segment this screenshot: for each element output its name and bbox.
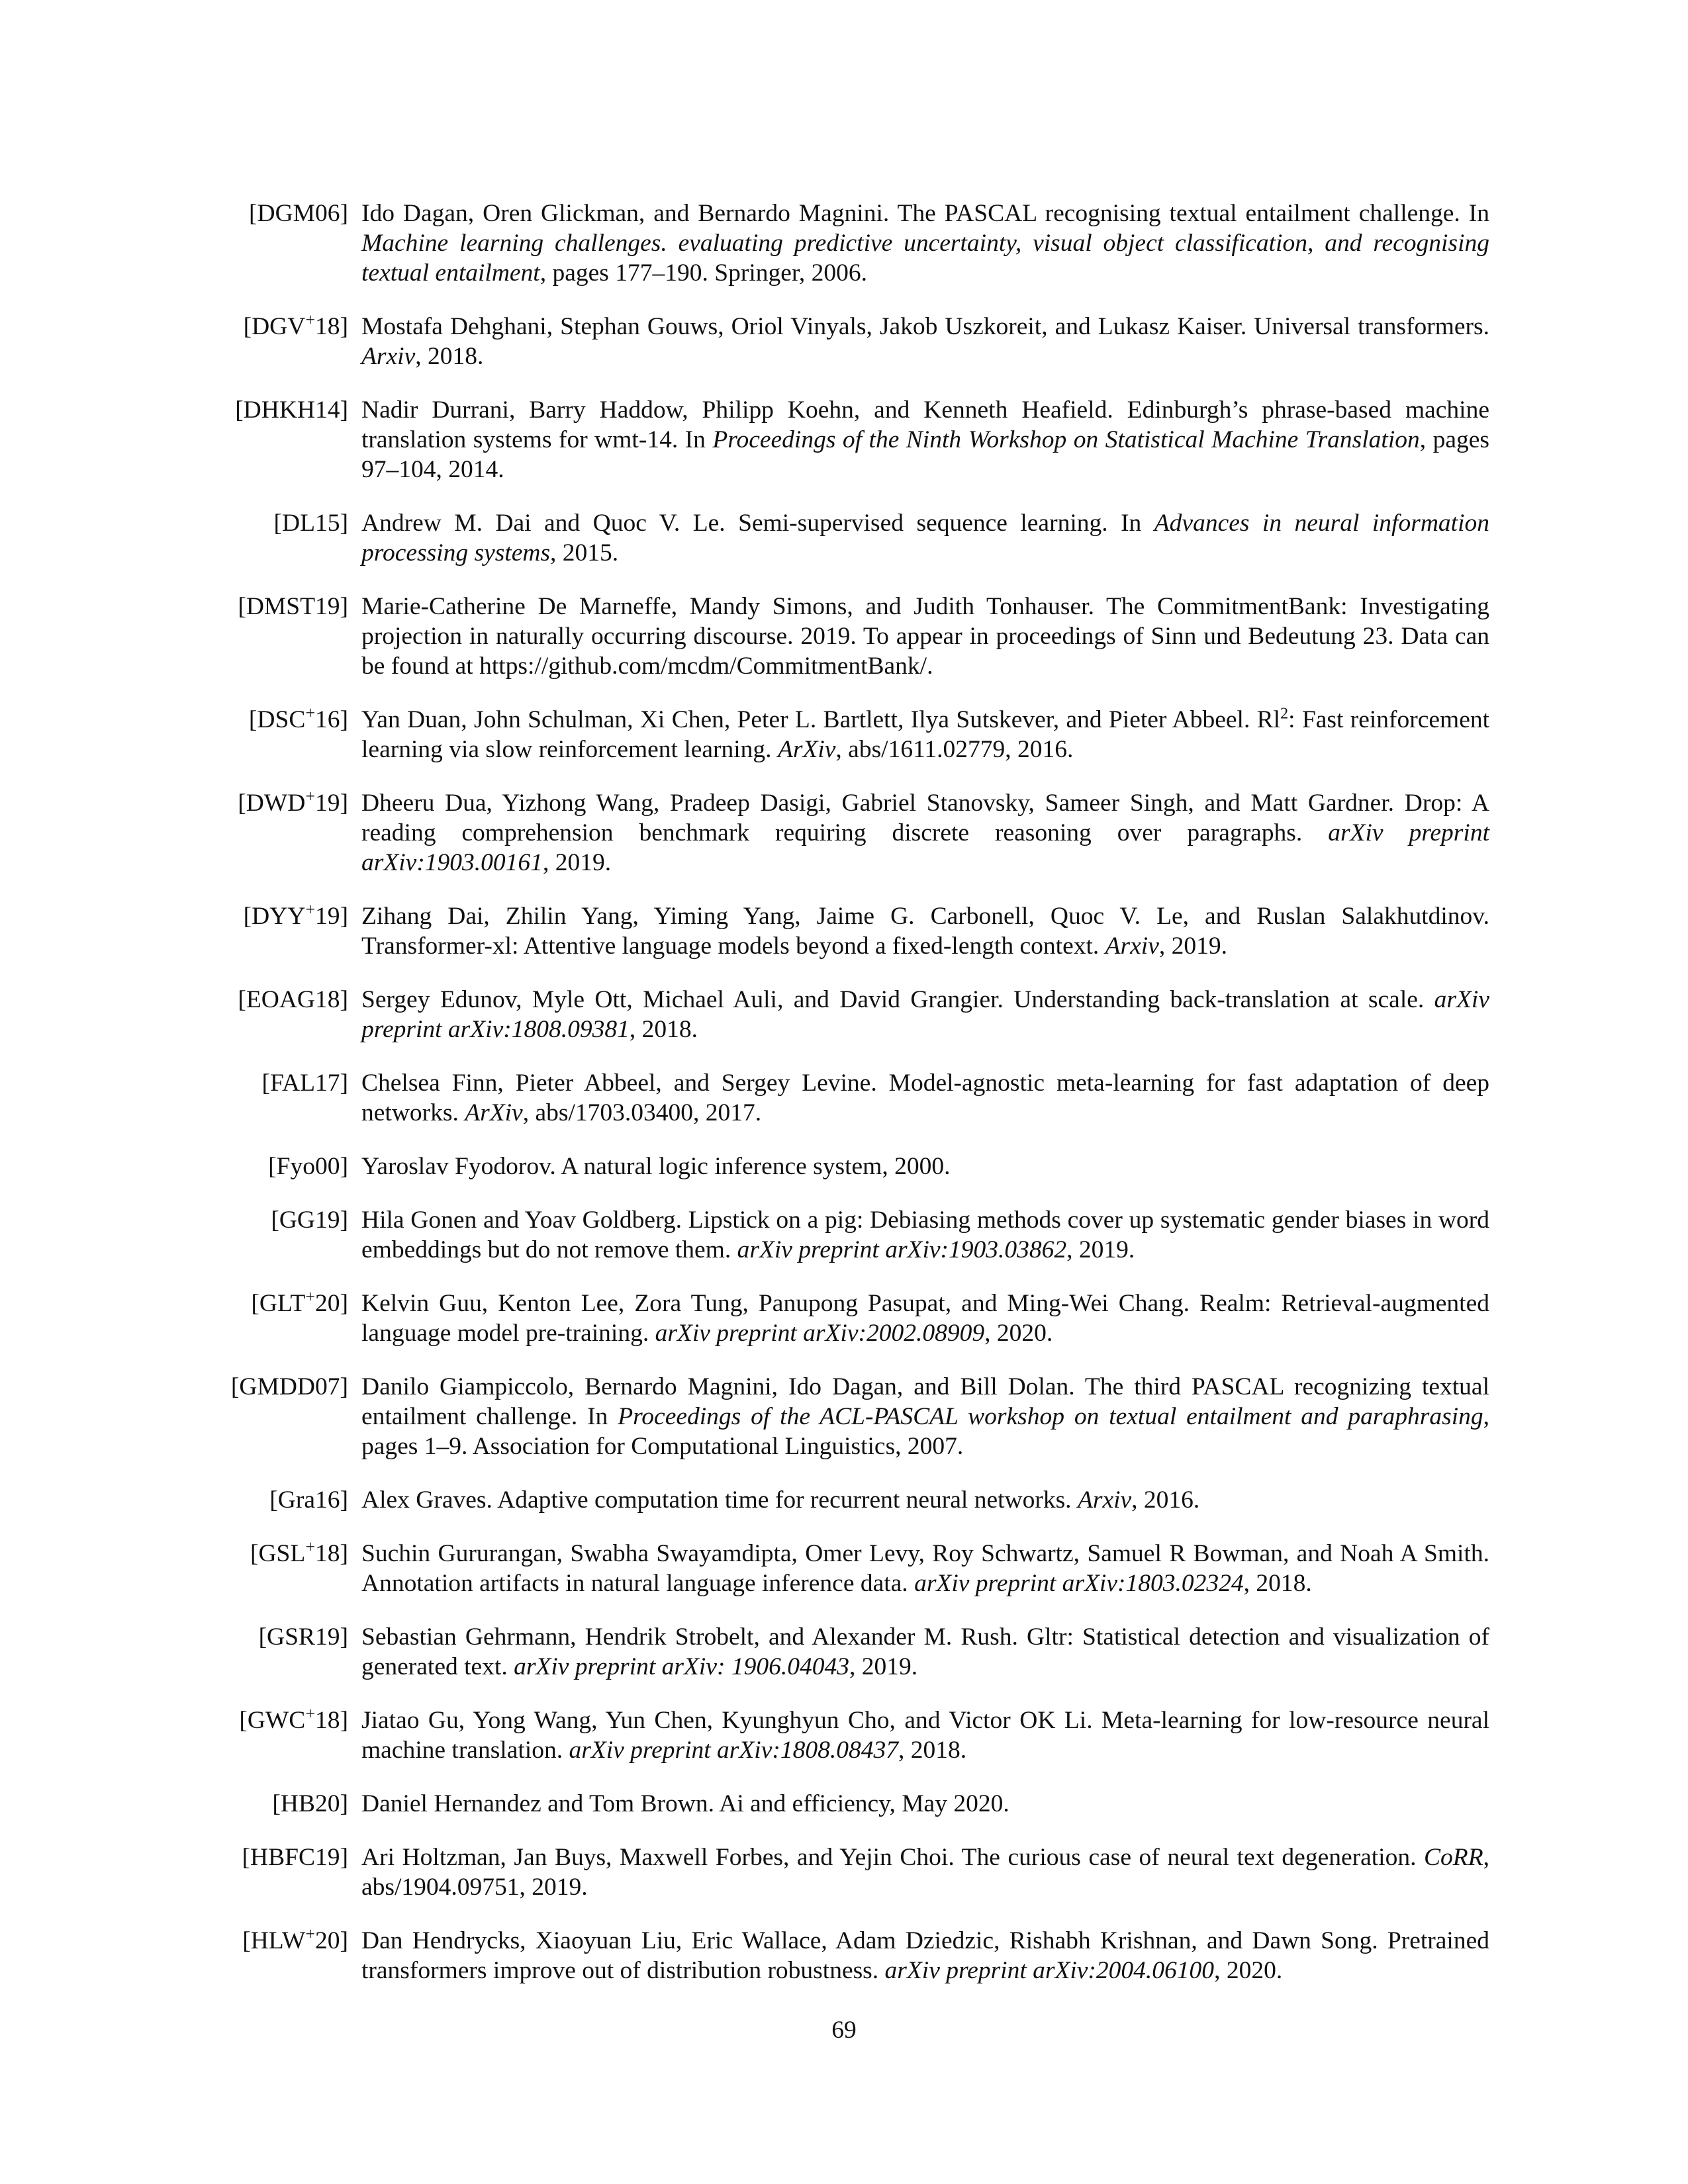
reference-segment: , abs/1904.09751, 2019.	[361, 1844, 1489, 1901]
reference-entry	[199, 901, 1489, 961]
reference-segment: Suchin Gururangan, Swabha Swayamdipta, Omer Levy, Roy Schwartz, Samuel R Bowman, and Noah A Smith. Annotation artifacts in natural language inference data.	[361, 1540, 1489, 1597]
reference-venue: arXiv preprint arXiv:1903.03862	[737, 1236, 1067, 1263]
reference-segment: Danilo Giampiccolo, Bernardo Magnini, Ido Dagan, and Bill Dolan. The third PASCAL recognizing textual entailment challenge. In	[361, 1373, 1489, 1430]
reference-key: [Fyo00]	[268, 1153, 348, 1180]
key-superscript: +	[305, 1924, 315, 1944]
reference-key: [FAL17]	[261, 1069, 348, 1097]
reference-key: [DYY+19]	[243, 899, 348, 930]
key-superscript: +	[305, 1537, 315, 1557]
reference-text	[361, 1789, 1489, 1819]
reference-text	[361, 1152, 1489, 1181]
reference-key: [DHKH14]	[235, 396, 348, 424]
reference-entry	[199, 508, 1489, 568]
reference-entry	[199, 1926, 1489, 1985]
reference-venue: arXiv preprint arXiv:2004.06100	[884, 1957, 1215, 1984]
reference-segment: Zihang Dai, Zhilin Yang, Yiming Yang, Jaime G. Carbonell, Quoc V. Le, and Ruslan Salakhutdinov. Transformer-xl: Attentive language models beyond a fixed-length context.	[361, 903, 1489, 960]
reference-entry	[199, 1205, 1489, 1265]
reference-text	[361, 1485, 1489, 1515]
reference-segment: Dan Hendrycks, Xiaoyuan Liu, Eric Wallace, Adam Dziedzic, Rishabh Krishnan, and Dawn Song. Pretrained transformers improve out of distribution robustness.	[361, 1927, 1489, 1984]
reference-venue: Advances in neural information processing systems	[361, 510, 1489, 567]
reference-text	[361, 199, 1489, 288]
reference-segment: Ari Holtzman, Jan Buys, Maxwell Forbes, and Yejin Choi. The curious case of neural text degeneration.	[361, 1844, 1425, 1871]
reference-segment: Hila Gonen and Yoav Goldberg. Lipstick on a pig: Debiasing methods cover up systematic gender biases in word embeddings but do not remove them.	[361, 1206, 1489, 1263]
reference-key: [GSL+18]	[250, 1537, 348, 1567]
reference-venue: arXiv preprint arXiv:1808.09381	[361, 986, 1489, 1043]
reference-venue: ArXiv	[777, 736, 836, 763]
reference-text	[361, 1539, 1489, 1598]
reference-entry	[199, 705, 1489, 764]
reference-text	[361, 1372, 1489, 1461]
reference-segment: Alex Graves. Adaptive computation time for recurrent neural networks.	[361, 1486, 1078, 1514]
reference-text	[361, 1843, 1489, 1902]
reference-venue: arXiv preprint arXiv:1808.08437	[569, 1737, 898, 1764]
reference-segment: , 2018.	[898, 1737, 967, 1764]
reference-text	[361, 1205, 1489, 1265]
reference-venue: Proceedings of the Ninth Workshop on Statistical Machine Translation	[712, 426, 1420, 453]
reference-venue: arXiv preprint arXiv:2002.08909	[655, 1320, 985, 1347]
reference-entry	[199, 1843, 1489, 1902]
reference-segment: Yan Duan, John Schulman, Xi Chen, Peter L. Bartlett, Ilya Sutskever, and Pieter Abbeel. Rl	[361, 706, 1281, 733]
reference-segment: Dheeru Dua, Yizhong Wang, Pradeep Dasigi, Gabriel Stanovsky, Sameer Singh, and Matt Gardner. Drop: A reading comprehension benchmark requiring discrete reasoning over paragraphs.	[361, 790, 1489, 846]
reference-entry	[199, 592, 1489, 681]
reference-text	[361, 592, 1489, 681]
reference-text	[361, 508, 1489, 568]
reference-venue: arXiv preprint arXiv:1903.00161	[361, 819, 1489, 876]
reference-text	[361, 1289, 1489, 1348]
reference-list	[199, 199, 1489, 2009]
reference-entry	[199, 312, 1489, 371]
reference-key: [DL15]	[273, 510, 348, 537]
reference-segment: Daniel Hernandez and Tom Brown. Ai and efficiency, May 2020.	[361, 1790, 1009, 1817]
reference-key: [DWD+19]	[238, 786, 348, 817]
reference-venue: arXiv preprint arXiv:1803.02324	[914, 1570, 1244, 1597]
reference-segment: , 2016.	[1131, 1486, 1200, 1514]
reference-segment: , 2019.	[1066, 1236, 1135, 1263]
reference-segment: Sergey Edunov, Myle Ott, Michael Auli, and David Grangier. Understanding back-translation at scale.	[361, 986, 1434, 1013]
reference-venue: arXiv preprint arXiv: 1906.04043	[514, 1653, 849, 1680]
reference-key: [DSC+16]	[248, 703, 348, 733]
reference-segment: , abs/1703.03400, 2017.	[522, 1099, 762, 1126]
key-superscript: +	[305, 1287, 315, 1306]
reference-segment: , 2018.	[415, 343, 484, 370]
reference-text	[361, 1706, 1489, 1765]
reference-text	[361, 312, 1489, 371]
reference-key: [Gra16]	[269, 1486, 348, 1514]
reference-segment: , 2020.	[984, 1320, 1053, 1347]
reference-key: [DGV+18]	[243, 310, 348, 340]
reference-text	[361, 1622, 1489, 1682]
reference-segment: Ido Dagan, Oren Glickman, and Bernardo Magnini. The PASCAL recognising textual entailment challenge. In	[361, 200, 1489, 227]
reference-segment: , 2018.	[1243, 1570, 1312, 1597]
reference-segment: Mostafa Dehghani, Stephan Gouws, Oriol Vinyals, Jakob Uszkoreit, and Lukasz Kaiser. Universal transformers.	[361, 313, 1489, 340]
reference-segment: Jiatao Gu, Yong Wang, Yun Chen, Kyunghyun Cho, and Victor OK Li. Meta-learning for low-resource neural machine translation.	[361, 1707, 1489, 1764]
key-superscript: +	[305, 899, 315, 919]
reference-segment: Nadir Durrani, Barry Haddow, Philipp Koehn, and Kenneth Heafield. Edinburgh’s phrase-based machine translation systems for wmt-14. In	[361, 396, 1489, 453]
key-superscript: +	[305, 786, 315, 806]
reference-text	[361, 1068, 1489, 1128]
reference-entry	[199, 1539, 1489, 1598]
reference-venue: Machine learning challenges. evaluating predictive uncertainty, visual object classification, and recognising textual entailment	[361, 230, 1489, 287]
reference-entry	[199, 395, 1489, 484]
key-superscript: +	[305, 1704, 315, 1723]
reference-entry	[199, 1372, 1489, 1461]
reference-key: [GSR19]	[258, 1623, 348, 1651]
reference-entry	[199, 1485, 1489, 1515]
reference-segment: : Fast reinforcement learning via slow reinforcement learning.	[361, 706, 1490, 763]
reference-entry	[199, 1622, 1489, 1682]
reference-text	[361, 395, 1489, 484]
reference-segment: , 2015.	[550, 539, 619, 567]
reference-entry	[199, 985, 1489, 1044]
reference-key: [HB20]	[272, 1790, 348, 1817]
reference-key: [GG19]	[271, 1206, 348, 1234]
reference-segment: Chelsea Finn, Pieter Abbeel, and Sergey Levine. Model-agnostic meta-learning for fast adaptation of deep networks.	[361, 1069, 1489, 1126]
reference-segment: , abs/1611.02779, 2016.	[835, 736, 1074, 763]
reference-venue: Arxiv	[1077, 1486, 1132, 1514]
reference-segment: , 2020.	[1214, 1957, 1283, 1984]
reference-text	[361, 985, 1489, 1044]
reference-text	[361, 901, 1489, 961]
reference-segment: , 2019.	[542, 849, 612, 876]
reference-key: [GWC+18]	[239, 1704, 348, 1734]
reference-entry	[199, 788, 1489, 878]
reference-segment: Sebastian Gehrmann, Hendrik Strobelt, and Alexander M. Rush. Gltr: Statistical detection and visualization of generated text.	[361, 1623, 1489, 1680]
reference-venue: Proceedings of the ACL-PASCAL workshop on textual entailment and paraphrasing	[618, 1403, 1483, 1430]
reference-segment: Marie-Catherine De Marneffe, Mandy Simons, and Judith Tonhauser. The CommitmentBank: Investigating projection in naturally occurring discourse. 2019. To appear in proceedings of Sinn und Bedeutung 23. Data can be found at https://github.com/mcdm/CommitmentBank/.	[361, 593, 1489, 680]
reference-venue: CoRR	[1424, 1844, 1483, 1871]
reference-key: [DMST19]	[238, 593, 348, 620]
reference-venue: Arxiv	[361, 343, 416, 370]
reference-entry	[199, 199, 1489, 288]
reference-venue: Arxiv	[1105, 933, 1159, 960]
reference-key: [EOAG18]	[238, 986, 348, 1013]
key-superscript: +	[305, 703, 315, 723]
reference-key: [HBFC19]	[242, 1844, 348, 1871]
reference-segment: , pages 1–9. Association for Computational Linguistics, 2007.	[361, 1403, 1490, 1460]
reference-segment: Andrew M. Dai and Quoc V. Le. Semi-supervised sequence learning. In	[361, 510, 1154, 537]
reference-segment: , 2019.	[849, 1653, 918, 1680]
reference-segment: Yaroslav Fyodorov. A natural logic inference system, 2000.	[361, 1153, 951, 1180]
reference-text	[361, 788, 1489, 878]
reference-entry	[199, 1289, 1489, 1348]
reference-entry	[199, 1152, 1489, 1181]
reference-entry	[199, 1706, 1489, 1765]
reference-entry	[199, 1068, 1489, 1128]
reference-key: [GMDD07]	[230, 1373, 348, 1400]
reference-segment: , 2019.	[1158, 933, 1227, 960]
page-number: 69	[831, 2017, 857, 2044]
reference-text	[361, 705, 1489, 764]
reference-entry	[199, 1789, 1489, 1819]
reference-venue: ArXiv	[465, 1099, 523, 1126]
reference-segment: , 2018.	[629, 1016, 698, 1043]
reference-key: [HLW+20]	[242, 1924, 348, 1954]
reference-text	[361, 1926, 1489, 1985]
reference-segment: , pages 97–104, 2014.	[361, 426, 1490, 483]
reference-segment: Kelvin Guu, Kenton Lee, Zora Tung, Panupong Pasupat, and Ming-Wei Chang. Realm: Retrieval-augmented language model pre-training.	[361, 1290, 1489, 1347]
reference-key: [GLT+20]	[251, 1287, 348, 1317]
reference-segment: , pages 177–190. Springer, 2006.	[539, 259, 867, 287]
superscript: 2	[1280, 705, 1289, 723]
key-superscript: +	[305, 310, 315, 330]
reference-key: [DGM06]	[249, 200, 348, 227]
